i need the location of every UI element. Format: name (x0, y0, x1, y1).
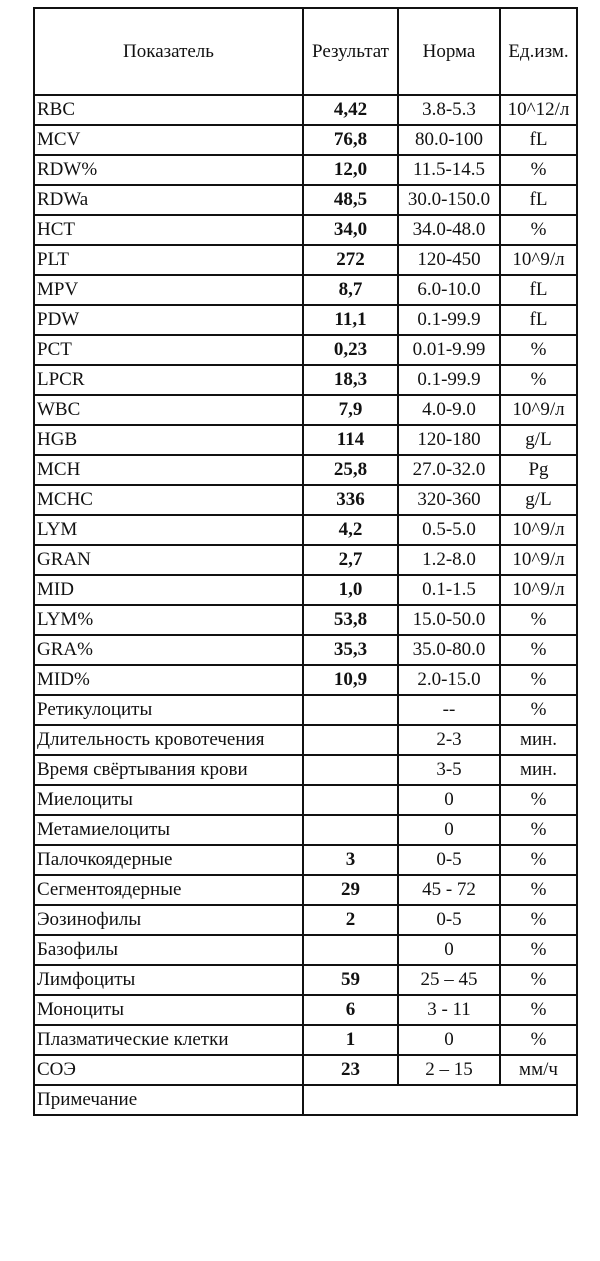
table-row (34, 155, 577, 185)
result-value: 8,7 (303, 275, 398, 305)
indicator-name: Базофилы (34, 935, 303, 965)
indicator-name: RDWa (34, 185, 303, 215)
result-value: 4,42 (303, 95, 398, 125)
note-value (303, 1085, 577, 1115)
unit-value: % (500, 335, 577, 365)
norm-range: 0-5 (398, 845, 500, 875)
norm-range: 0.5-5.0 (398, 515, 500, 545)
table-row (34, 185, 577, 215)
unit-value: fL (500, 275, 577, 305)
table-body (34, 95, 577, 1085)
unit-value: % (500, 635, 577, 665)
result-value (303, 935, 398, 965)
norm-range: 27.0-32.0 (398, 455, 500, 485)
indicator-name: GRAN (34, 545, 303, 575)
table-row (34, 275, 577, 305)
result-value: 76,8 (303, 125, 398, 155)
result-value: 10,9 (303, 665, 398, 695)
result-value: 4,2 (303, 515, 398, 545)
norm-range: 2-3 (398, 725, 500, 755)
note-row (34, 1085, 577, 1115)
unit-value: 10^9/л (500, 575, 577, 605)
result-value: 114 (303, 425, 398, 455)
unit-value: % (500, 365, 577, 395)
result-value (303, 755, 398, 785)
indicator-name: WBC (34, 395, 303, 425)
norm-range: 45 - 72 (398, 875, 500, 905)
header-indicator: Показатель (34, 8, 303, 95)
norm-range: 120-450 (398, 245, 500, 275)
table-row (34, 545, 577, 575)
indicator-name: Лимфоциты (34, 965, 303, 995)
unit-value: мм/ч (500, 1055, 577, 1085)
norm-range: 0-5 (398, 905, 500, 935)
norm-range: 6.0-10.0 (398, 275, 500, 305)
unit-value: % (500, 605, 577, 635)
unit-value: % (500, 815, 577, 845)
note-label: Примечание (34, 1085, 303, 1115)
unit-value: % (500, 1025, 577, 1055)
table-row (34, 815, 577, 845)
unit-value: 10^9/л (500, 395, 577, 425)
unit-value: % (500, 965, 577, 995)
norm-range: 11.5-14.5 (398, 155, 500, 185)
table-row (34, 305, 577, 335)
indicator-name: LYM (34, 515, 303, 545)
result-value (303, 815, 398, 845)
result-value: 7,9 (303, 395, 398, 425)
table-row (34, 785, 577, 815)
norm-range: 30.0-150.0 (398, 185, 500, 215)
result-value: 1 (303, 1025, 398, 1055)
norm-range: 2.0-15.0 (398, 665, 500, 695)
indicator-name: HCT (34, 215, 303, 245)
norm-range: 3-5 (398, 755, 500, 785)
unit-value: g/L (500, 425, 577, 455)
table-row (34, 725, 577, 755)
indicator-name: GRA% (34, 635, 303, 665)
result-value (303, 725, 398, 755)
header-norm: Норма (398, 8, 500, 95)
indicator-name: Эозинофилы (34, 905, 303, 935)
indicator-name: Метамиелоциты (34, 815, 303, 845)
unit-value: % (500, 905, 577, 935)
table-row (34, 605, 577, 635)
result-value: 2,7 (303, 545, 398, 575)
table-row (34, 935, 577, 965)
table-row (34, 1055, 577, 1085)
unit-value: 10^9/л (500, 515, 577, 545)
norm-range: 120-180 (398, 425, 500, 455)
result-value: 25,8 (303, 455, 398, 485)
table-row (34, 95, 577, 125)
result-value: 23 (303, 1055, 398, 1085)
table-row (34, 965, 577, 995)
result-value: 3 (303, 845, 398, 875)
norm-range: 1.2-8.0 (398, 545, 500, 575)
result-value: 35,3 (303, 635, 398, 665)
table-row (34, 635, 577, 665)
header-unit: Ед.изм. (500, 8, 577, 95)
indicator-name: MID% (34, 665, 303, 695)
norm-range: -- (398, 695, 500, 725)
norm-range: 0 (398, 1025, 500, 1055)
table-row (34, 455, 577, 485)
unit-value: fL (500, 185, 577, 215)
indicator-name: СОЭ (34, 1055, 303, 1085)
indicator-name: MCH (34, 455, 303, 485)
indicator-name: RBC (34, 95, 303, 125)
header-result: Результат (303, 8, 398, 95)
norm-range: 4.0-9.0 (398, 395, 500, 425)
indicator-name: LYM% (34, 605, 303, 635)
unit-value: мин. (500, 725, 577, 755)
table-row (34, 215, 577, 245)
indicator-name: PCT (34, 335, 303, 365)
indicator-name: Палочкоядерные (34, 845, 303, 875)
indicator-name: MID (34, 575, 303, 605)
table-row (34, 1025, 577, 1055)
indicator-name: RDW% (34, 155, 303, 185)
result-value: 11,1 (303, 305, 398, 335)
table-row (34, 755, 577, 785)
table-row (34, 425, 577, 455)
norm-range: 0 (398, 785, 500, 815)
table-row (34, 125, 577, 155)
indicator-name: PLT (34, 245, 303, 275)
indicator-name: MCHC (34, 485, 303, 515)
indicator-name: Миелоциты (34, 785, 303, 815)
result-value: 48,5 (303, 185, 398, 215)
norm-range: 320-360 (398, 485, 500, 515)
unit-value: fL (500, 125, 577, 155)
indicator-name: MPV (34, 275, 303, 305)
result-value: 12,0 (303, 155, 398, 185)
blood-test-table (33, 7, 578, 1116)
table-row (34, 875, 577, 905)
unit-value: % (500, 695, 577, 725)
result-value: 53,8 (303, 605, 398, 635)
unit-value: % (500, 875, 577, 905)
norm-range: 0 (398, 935, 500, 965)
unit-value: % (500, 785, 577, 815)
unit-value: % (500, 215, 577, 245)
result-value: 6 (303, 995, 398, 1025)
norm-range: 0.1-99.9 (398, 365, 500, 395)
result-value: 0,23 (303, 335, 398, 365)
table-row (34, 335, 577, 365)
indicator-name: Плазматические клетки (34, 1025, 303, 1055)
result-value: 59 (303, 965, 398, 995)
unit-value: мин. (500, 755, 577, 785)
norm-range: 25 – 45 (398, 965, 500, 995)
indicator-name: HGB (34, 425, 303, 455)
unit-value: % (500, 845, 577, 875)
result-value: 34,0 (303, 215, 398, 245)
unit-value: % (500, 665, 577, 695)
table-row (34, 515, 577, 545)
norm-range: 0.1-1.5 (398, 575, 500, 605)
unit-value: 10^9/л (500, 245, 577, 275)
indicator-name: Время свёртывания крови (34, 755, 303, 785)
indicator-name: Моноциты (34, 995, 303, 1025)
table-row (34, 245, 577, 275)
norm-range: 2 – 15 (398, 1055, 500, 1085)
norm-range: 3 - 11 (398, 995, 500, 1025)
table-row (34, 695, 577, 725)
indicator-name: LPCR (34, 365, 303, 395)
indicator-name: Ретикулоциты (34, 695, 303, 725)
result-value: 336 (303, 485, 398, 515)
indicator-name: Сегментоядерные (34, 875, 303, 905)
result-value (303, 785, 398, 815)
result-value: 272 (303, 245, 398, 275)
header-row (34, 8, 577, 95)
table-row (34, 365, 577, 395)
unit-value: % (500, 155, 577, 185)
table-row (34, 845, 577, 875)
norm-range: 0.01-9.99 (398, 335, 500, 365)
indicator-name: PDW (34, 305, 303, 335)
result-value: 2 (303, 905, 398, 935)
table-row (34, 395, 577, 425)
norm-range: 80.0-100 (398, 125, 500, 155)
unit-value: g/L (500, 485, 577, 515)
table-row (34, 995, 577, 1025)
table-row (34, 485, 577, 515)
result-value: 1,0 (303, 575, 398, 605)
norm-range: 35.0-80.0 (398, 635, 500, 665)
table-row (34, 665, 577, 695)
table-row (34, 905, 577, 935)
table-row (34, 575, 577, 605)
norm-range: 34.0-48.0 (398, 215, 500, 245)
result-value (303, 695, 398, 725)
norm-range: 15.0-50.0 (398, 605, 500, 635)
norm-range: 0.1-99.9 (398, 305, 500, 335)
unit-value: 10^9/л (500, 545, 577, 575)
result-value: 18,3 (303, 365, 398, 395)
indicator-name: Длительность кровотечения (34, 725, 303, 755)
unit-value: % (500, 935, 577, 965)
unit-value: 10^12/л (500, 95, 577, 125)
indicator-name: MCV (34, 125, 303, 155)
unit-value: Pg (500, 455, 577, 485)
unit-value: % (500, 995, 577, 1025)
unit-value: fL (500, 305, 577, 335)
norm-range: 3.8-5.3 (398, 95, 500, 125)
result-value: 29 (303, 875, 398, 905)
norm-range: 0 (398, 815, 500, 845)
